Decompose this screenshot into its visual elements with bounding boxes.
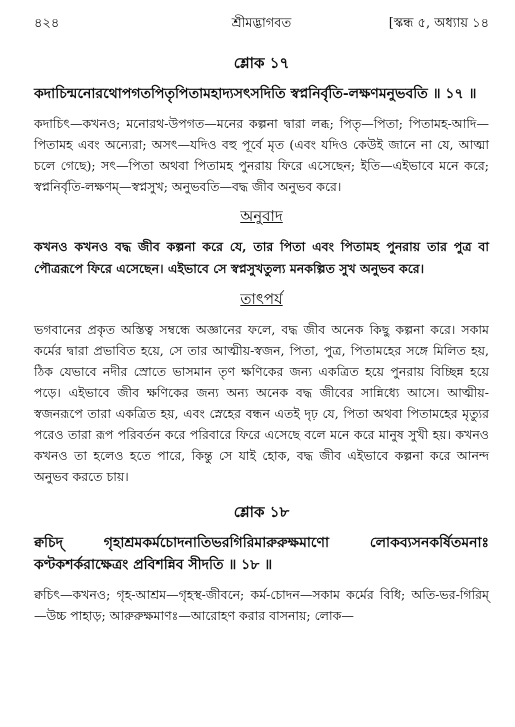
verse-17-translation: কখনও কখনও বদ্ধ জীব কল্পনা করে যে, তার পিতা এবং পিতামহ পুনরায় তার পুত্র বা পৌত্ররূপে ফিরে এসেছেন। এইভাবে সে স্বপ্নসুখতুল্য মনকল্পিত সুখ অনুভব করে। xyxy=(34,239,489,276)
page-body xyxy=(34,44,489,632)
purport-heading: তাৎপর্য xyxy=(240,290,283,308)
translation-heading: অনুবাদ xyxy=(240,207,283,225)
verse-18-heading: শ্লোক ১৮ xyxy=(233,503,290,521)
book-title: শ্রীমদ্ভাগবত xyxy=(231,16,292,31)
verse-18-synonyms: ক্বচিৎ—কখনও; গৃহ-আশ্রম—গৃহস্থ-জীবনে; কর্ম-চোদন—সকাম কর্মের বিধি; অতি-ভর-গিরিম্—উচ্চ পাহাড়; আরুরুক্ষমাণঃ—আরোহণ করার বাসনায়; লোক— xyxy=(34,587,489,623)
verse-17-text: কদাচিন্মনোরথোপগতপিতৃপিতামহাদ্যসৎসদিতি স্বপ্ননির্বৃতি-লক্ষণমনুভবতি ॥ ১৭ ॥ xyxy=(34,86,477,102)
chapter-reference: [স্কন্ধ ৫, অধ্যায় ১৪ xyxy=(388,16,489,31)
verse-17-heading: শ্লোক ১৭ xyxy=(233,54,290,72)
page-header xyxy=(34,10,489,32)
page-number: ৪২৪ xyxy=(34,16,60,31)
verse-18-text: ক্বচিদ্ গৃহাশ্রমকর্মচোদনাতিভরগিরিমারুরুক্ষমাণো লোকব্যসনকর্ষিতমনাঃ কণ্টকশর্করাক্ষেত্রং প্রবিশন্নিব সীদতি ॥ ১৮ ॥ xyxy=(34,535,489,573)
verse-17-purport: ভগবানের প্রকৃত অস্তিত্ব সম্বন্ধে অজ্ঞানের ফলে, বদ্ধ জীব অনেক কিছু কল্পনা করে। সকাম কর্মের দ্বারা প্রভাবিত হয়ে, সে তার আত্মীয়-স্বজন, পিতা, পুত্র, পিতামহের সঙ্গে মিলিত হয়, ঠিক যেভাবে নদীর স্রোতে ভাসমান তৃণ ক্ষণিকের জন্য একত্রিত হয়ে পুনরায় বিচ্ছিন্ন হয়ে পড়ে। এইভাবে জীব ক্ষণিকের জন্য অন্য অনেক বদ্ধ জীবের সান্নিধ্যে আসে। আত্মীয়-স্বজনরূপে তারা একত্রিত হয়, এবং স্নেহের বন্ধন এতই দৃঢ় যে, পিতা অথবা পিতামহের মৃত্যুর পরেও তারা রূপ পরিবর্তন করে পরিবারে ফিরে এসেছে বলে মনে করে মানুষ সুখী হয়। কখনও কখনও তা হলেও হতে পারে, কিন্তু সে যাই হোক, বদ্ধ জীব এইভাবে কল্পনা করে আনন্দ অনুভব করতে চায়। xyxy=(34,322,489,484)
verse-17-synonyms: কদাচিৎ—কখনও; মনোরথ-উপগত—মনের কল্পনা দ্বারা লব্ধ; পিতৃ—পিতা; পিতামহ-আদি—পিতামহ এবং অন্যেরা; অসৎ—যদিও বহু পূর্বে মৃত (এবং যদিও কেউই জানে না যে, আত্মা চলে গেছে); সৎ—পিতা অথবা পিতামহ পুনরায় ফিরে এসেছেন; ইতি—এইভাবে মনে করে; স্বপ্ননির্বৃতি-লক্ষণম্—স্বপ্নসুখ; অনুভবতি—বদ্ধ জীব অনুভব করে। xyxy=(34,116,489,194)
